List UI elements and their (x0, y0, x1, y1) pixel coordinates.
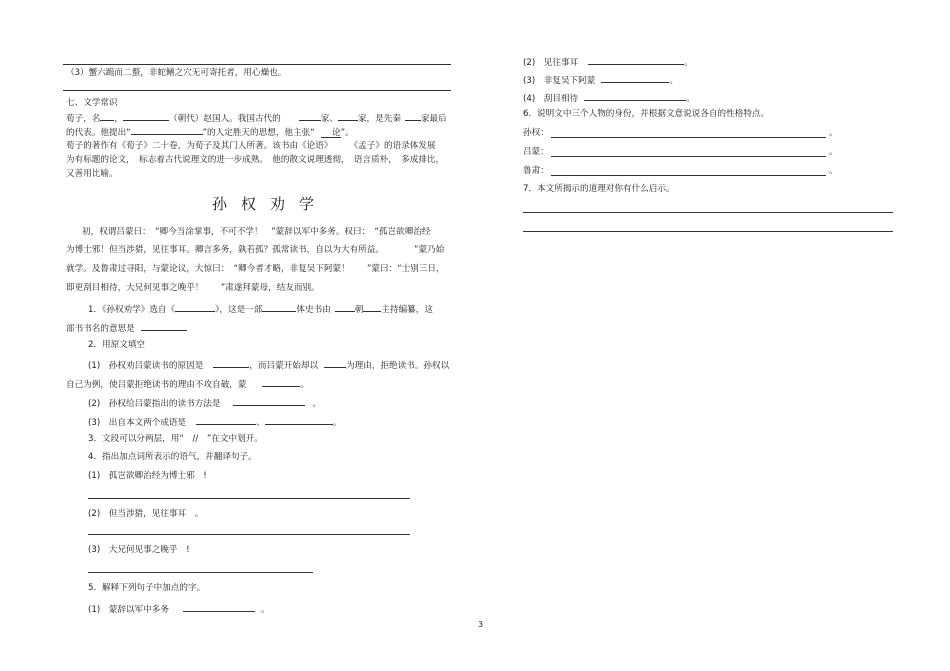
text-line (66, 111, 447, 125)
section-heading: 七、文学常识 (66, 98, 118, 108)
passage-line: 就学。及鲁肃过寻阳，与蒙论议，大惊曰： “卿今者才略，非复吴下阿蒙！ ”蒙曰：“士别三日， (66, 264, 445, 274)
passage-title: 孙权劝学 (212, 195, 329, 213)
text: 。 (669, 76, 678, 86)
blank[interactable] (175, 302, 215, 312)
question-7: 7．本文所揭示的道理对你有什么启示。 (523, 184, 675, 194)
question-5-4 (523, 91, 695, 105)
question-5: 5．解释下列句子中加点的字。 (88, 583, 206, 593)
text: 部书书名的意思是 (66, 324, 135, 334)
text: 。 (686, 94, 695, 104)
blank[interactable] (338, 111, 358, 121)
blank[interactable] (363, 302, 381, 312)
question-5-3 (523, 73, 678, 87)
blank[interactable] (324, 358, 346, 368)
text-line: （3）蟹六跪而二螯，非蛇鳝之穴无可寄托者，用心燥也。 (66, 68, 287, 78)
text: 。 (300, 380, 310, 390)
text: ”。 (340, 128, 354, 138)
answer-lvmeng: 吕蒙： (523, 147, 549, 157)
question-2-3 (88, 415, 341, 429)
text: 荀子，名 (66, 114, 101, 124)
answer-line[interactable] (523, 231, 893, 232)
blank[interactable] (123, 111, 169, 121)
text: (3) 出自本文两个成语是 (88, 418, 187, 428)
question-5-2 (523, 55, 693, 69)
blank[interactable] (588, 55, 684, 65)
question-1-cont (66, 321, 187, 335)
text: （朝代）赵国人。我国古代的 (169, 114, 281, 124)
blank[interactable] (262, 377, 300, 387)
question-6: 6．说明文中三个人物的身份，并根据文意说说各自的性格特点。 (523, 109, 770, 119)
question-4-1: (1) 孤岂欲卿治经为博士邪 ! (88, 471, 207, 481)
question-1 (88, 302, 433, 316)
page-number: 3 (478, 620, 484, 629)
text-line: 荀子的著作有《荀子》二十卷，为荀子及其门人所著。该书由《论语》 《孟子》的语录体发展 (66, 141, 436, 151)
question-4-3: (3) 大兄何见事之晚乎 ! (88, 545, 190, 555)
text-line (66, 125, 354, 139)
blank[interactable] (601, 73, 669, 83)
answer-line[interactable] (63, 90, 451, 91)
question-4: 4．指出加点词所表示的语气，并翻译句子。 (88, 452, 257, 462)
blank[interactable] (183, 602, 255, 612)
blank[interactable] (584, 91, 686, 101)
line-end: 。 (829, 147, 838, 157)
text: ，而吕蒙开始却以 (249, 361, 319, 371)
answer-line[interactable] (551, 137, 826, 138)
text: 家最后 (420, 114, 447, 124)
line-end: 。 (829, 128, 838, 138)
text-line: 为有标题的论文， 标志着古代说理文的进一步成熟。 他的散文说理透彻， 语言质朴， 多成排比， (66, 155, 445, 165)
text: (1) 孙权劝吕蒙读书的原因是 (88, 361, 204, 371)
top-rule (63, 64, 451, 65)
answer-line[interactable] (88, 498, 410, 499)
text: (2) 见往事耳 (523, 58, 579, 68)
text: 。 (312, 399, 322, 409)
text: ， (114, 114, 123, 124)
text: ”的人定胜天的思想，他主张“ (202, 128, 315, 138)
answer-line[interactable] (551, 175, 826, 176)
blank[interactable] (131, 125, 203, 135)
blank[interactable] (262, 302, 296, 312)
text: 。 (684, 58, 693, 68)
blank[interactable] (335, 302, 355, 312)
question-3: 3．文段可以分两层，用“ // ”在文中划开。 (88, 434, 263, 444)
answer-line[interactable] (551, 156, 826, 157)
text: 。 (332, 418, 342, 428)
line-end: 。 (829, 166, 838, 176)
text: 。 (260, 605, 270, 615)
passage-line: 为博士邪！但当涉猎，见往事耳。卿言多务，孰若孤？孤常读书，自以为大有所益。 ”蒙乃始 (66, 245, 445, 255)
blank[interactable]: 论 (321, 128, 341, 138)
question-5-1 (88, 602, 270, 616)
answer-lusu: 鲁肃： (523, 166, 549, 176)
blank[interactable] (299, 111, 321, 121)
answer-sunquan: 孙权： (523, 128, 549, 138)
text: 朝 (354, 305, 364, 315)
answer-line[interactable] (88, 534, 410, 535)
answer-line[interactable] (88, 572, 313, 573)
text: (2) 孙权给吕蒙指出的读书方法是 (88, 399, 221, 409)
text: 》，这是一部 (215, 305, 263, 315)
text: 主持编纂，这 (381, 305, 433, 315)
text: (3) 非复吴下阿蒙 (523, 76, 596, 86)
blank[interactable] (405, 111, 421, 121)
text: 家，是先秦 (357, 114, 401, 124)
text-line: 又善用比喻。 (66, 169, 118, 179)
text: 家、 (320, 114, 338, 124)
blank[interactable] (233, 396, 305, 406)
blank[interactable] (213, 358, 249, 368)
text: (4) 刮目相待 (523, 94, 579, 104)
text: 1．《孙权劝学》选自《 (88, 305, 176, 315)
answer-line[interactable] (523, 212, 893, 213)
blank[interactable] (100, 111, 114, 121)
blank[interactable] (141, 321, 187, 331)
passage-line: 初，权谓吕蒙曰： “卿今当涂掌事，不可不学！ ”蒙辞以军中多务。权曰： “孤岂欲卿治经 (82, 227, 431, 237)
text: (1) 蒙辞以军中多务 (88, 605, 169, 615)
question-4-2: (2) 但当涉猎，见往事耳 。 (88, 509, 204, 519)
blank[interactable] (265, 415, 333, 425)
text: 自己为例，使吕蒙拒绝读书的理由不攻自破，蒙 (66, 380, 247, 390)
question-2-1 (88, 358, 449, 372)
passage-line: 即更刮目相待，大兄何见事之晚乎！ ”肃遂拜蒙母，结友而别。 (66, 283, 320, 293)
text: 、 (256, 418, 265, 428)
text: 的代表。他提出“ (66, 128, 131, 138)
question-2: 2．用原文填空 (88, 340, 146, 350)
question-2-1-cont (66, 377, 309, 391)
blank[interactable] (196, 415, 256, 425)
question-2-2 (88, 396, 321, 410)
text: 为理由，拒绝读书。孙权以 (346, 361, 450, 371)
text: 体史书由 (296, 305, 331, 315)
